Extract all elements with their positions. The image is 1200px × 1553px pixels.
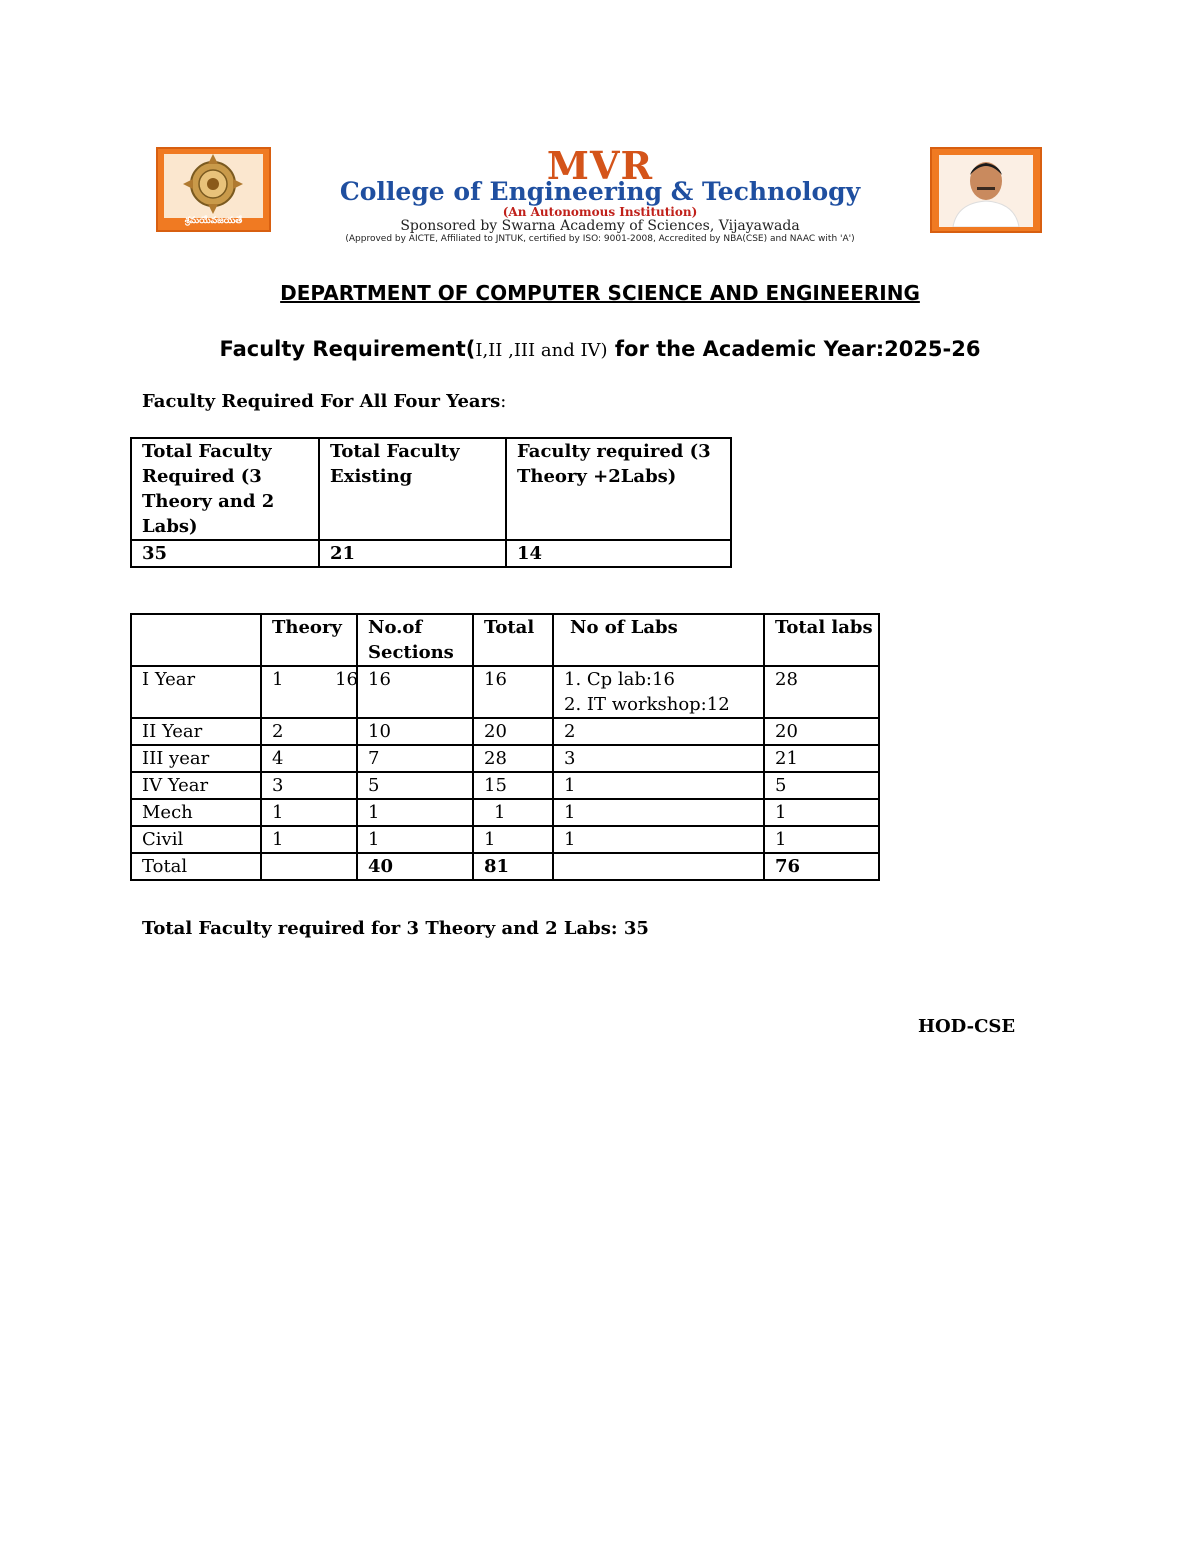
table-cell: 28: [764, 666, 879, 718]
founder-photo: [930, 147, 1042, 233]
table-cell: 40: [357, 853, 473, 880]
table-cell: 3: [261, 772, 357, 799]
table-total-row: [131, 853, 879, 880]
table-header-cell: Total labs: [764, 614, 879, 666]
table-cell: 3: [553, 745, 764, 772]
intro-colon: :: [500, 391, 507, 412]
row-label: III year: [131, 745, 261, 772]
table-row: [131, 438, 731, 540]
college-emblem-logo: [156, 147, 271, 232]
emblem-icon: [164, 154, 263, 218]
table-cell: [261, 853, 357, 880]
requirement-suffix: for the Academic Year:2025-26: [607, 337, 981, 361]
table-cell: 1 16: [261, 666, 357, 718]
table-cell: 5: [357, 772, 473, 799]
requirement-heading: [0, 337, 1200, 361]
college-full-name: College of Engineering & Technology: [339, 177, 861, 206]
table-cell: 1: [553, 799, 764, 826]
table-cell: 20: [764, 718, 879, 745]
faculty-summary-table: [130, 437, 732, 568]
table-header-cell: No of Labs: [553, 614, 764, 666]
table-row: [131, 799, 879, 826]
table-cell: [553, 666, 764, 718]
table-cell: 1: [553, 772, 764, 799]
lab-item: 2. IT workshop:12: [564, 694, 730, 715]
lab-item: 1. Cp lab:16: [564, 669, 675, 690]
autonomous-tag: (An Autonomous Institution): [502, 205, 698, 219]
table-cell: 21: [319, 540, 506, 567]
theory-extra: 16: [335, 669, 358, 690]
signature-label: HOD-CSE: [918, 1016, 1016, 1037]
sponsor-line: Sponsored by Swarna Academy of Sciences, Vijayawada: [400, 218, 800, 234]
table-cell: [553, 853, 764, 880]
table-cell: 35: [131, 540, 319, 567]
table-header-cell: Faculty required (3 Theory +2Labs): [506, 438, 731, 540]
row-label: II Year: [131, 718, 261, 745]
intro-label: Faculty Required For All Four Years: [142, 391, 501, 412]
table-row: [131, 666, 879, 718]
table-cell: 81: [473, 853, 553, 880]
table-cell: 1: [764, 826, 879, 853]
table-header-row: [131, 614, 879, 666]
portrait-icon: [939, 155, 1033, 227]
table-cell: 1: [764, 799, 879, 826]
table-cell: 1: [261, 799, 357, 826]
college-short-name: MVR: [546, 143, 654, 188]
table-cell: 2: [553, 718, 764, 745]
table-row: [131, 540, 731, 567]
table-cell: 1: [473, 826, 553, 853]
table-header-cell: Theory: [261, 614, 357, 666]
table-cell: 1: [261, 826, 357, 853]
table-row: [131, 718, 879, 745]
table-row: [131, 826, 879, 853]
table-cell: 21: [764, 745, 879, 772]
table-cell: 16: [473, 666, 553, 718]
table-cell: 1: [473, 799, 553, 826]
table-cell: 4: [261, 745, 357, 772]
table-cell: 20: [473, 718, 553, 745]
table-cell: 10: [357, 718, 473, 745]
table-row: [131, 772, 879, 799]
year-wise-table: [130, 613, 880, 881]
table-cell: 16: [357, 666, 473, 718]
table-cell: 15: [473, 772, 553, 799]
summary-line: Total Faculty required for 3 Theory and 2 Labs: 35: [142, 918, 649, 939]
emblem-caption: శ్రమయేవజయతే: [184, 216, 243, 226]
table-cell: 28: [473, 745, 553, 772]
table-header-cell: [131, 614, 261, 666]
table-cell: 5: [764, 772, 879, 799]
row-label: I Year: [131, 666, 261, 718]
table-cell: 1: [357, 826, 473, 853]
requirement-years: I,II ,III and IV): [475, 340, 608, 361]
table-header-cell: No.of Sections: [357, 614, 473, 666]
table-header-cell: Total: [473, 614, 553, 666]
row-label: Total: [131, 853, 261, 880]
department-title: DEPARTMENT OF COMPUTER SCIENCE AND ENGINEERING: [280, 281, 920, 305]
intro-line: [142, 391, 506, 412]
table-cell: 1: [553, 826, 764, 853]
table-cell: 14: [506, 540, 731, 567]
table-cell: 1: [357, 799, 473, 826]
table-cell: 76: [764, 853, 879, 880]
row-label: Civil: [131, 826, 261, 853]
table-row: [131, 745, 879, 772]
requirement-prefix: Faculty Requirement(: [219, 337, 476, 361]
row-label: IV Year: [131, 772, 261, 799]
table-header-cell: Total Faculty Required (3 Theory and 2 Labs): [131, 438, 319, 540]
table-cell: 7: [357, 745, 473, 772]
table-cell: 2: [261, 718, 357, 745]
table-header-cell: Total Faculty Existing: [319, 438, 506, 540]
approval-line: (Approved by AICTE, Affiliated to JNTUK, certified by ISO: 9001-2008, Accredited by NBA(CSE) and NAAC with 'A'): [345, 234, 855, 244]
row-label: Mech: [131, 799, 261, 826]
